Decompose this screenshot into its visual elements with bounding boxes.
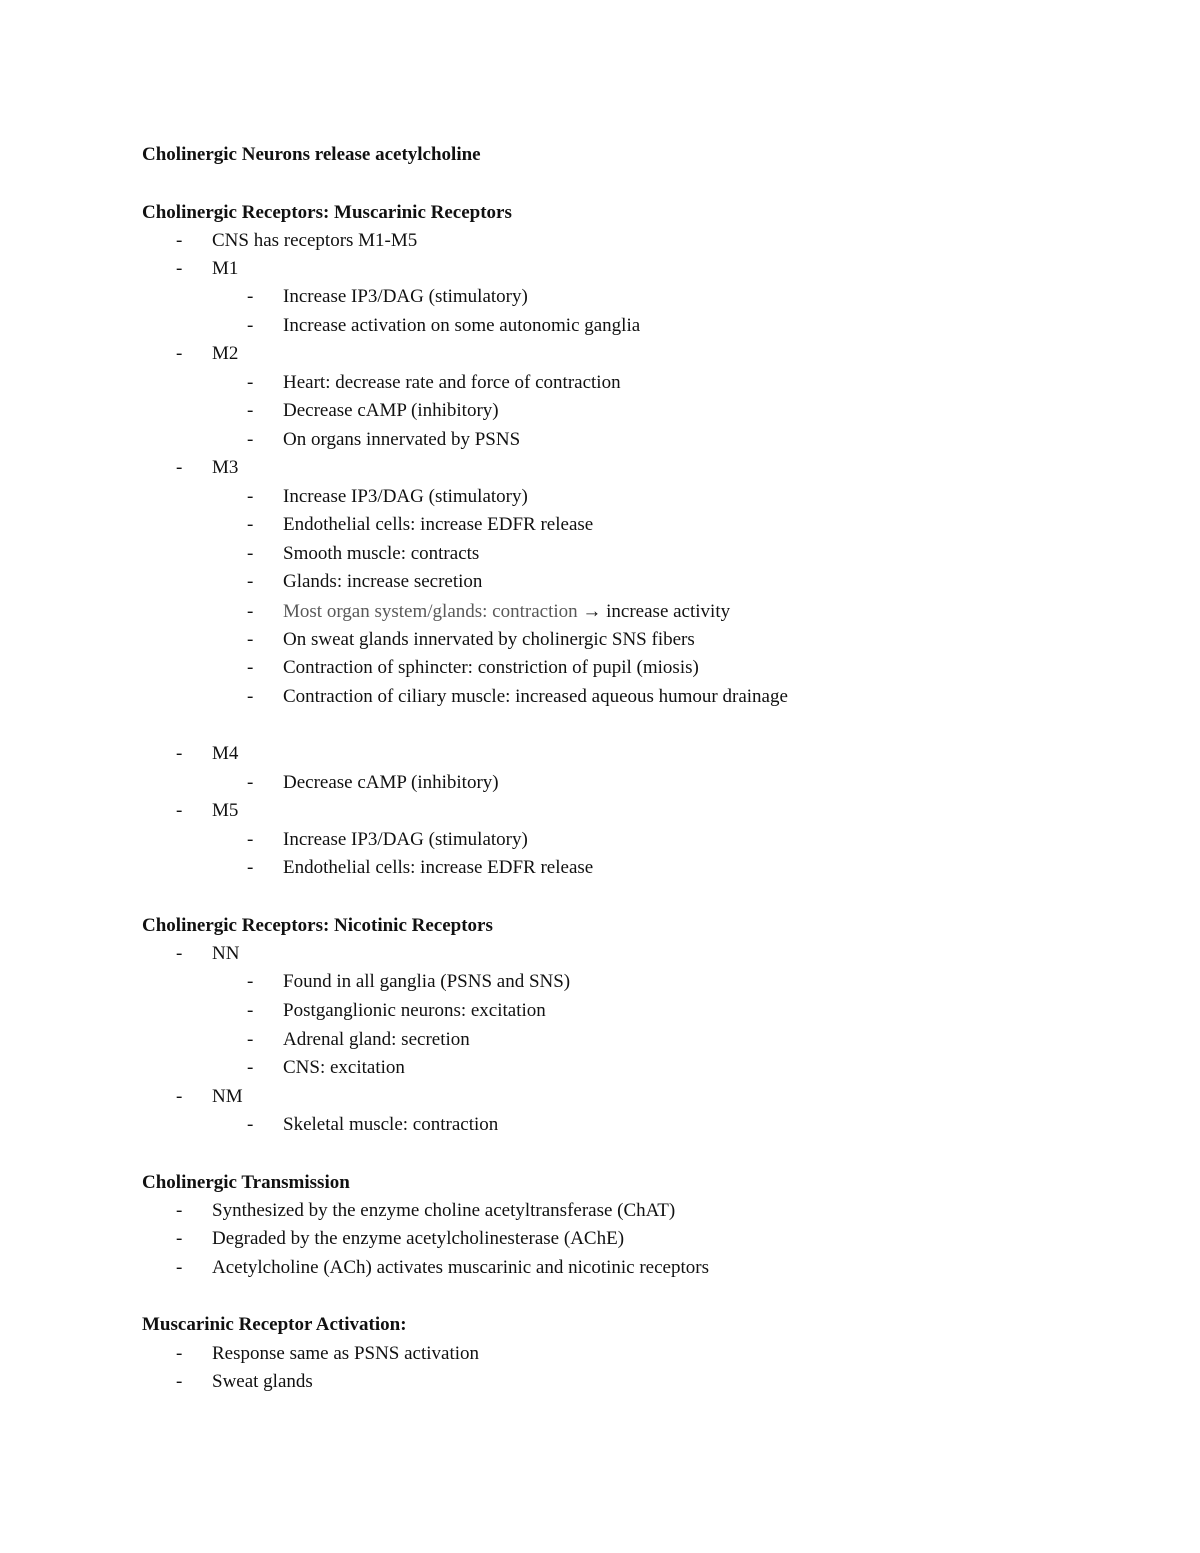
list-item: Degraded by the enzyme acetylcholinesterase (AChE) <box>212 1228 625 1249</box>
bullet-dash: - <box>247 1029 254 1050</box>
bullet-dash: - <box>247 400 254 421</box>
receptor-label-m2: M2 <box>212 343 239 364</box>
list-item: CNS has receptors M1-M5 <box>212 230 418 251</box>
list-item: Glands: increase secretion <box>283 571 483 592</box>
bullet-dash: - <box>247 1000 254 1021</box>
bullet-dash: - <box>247 971 254 992</box>
bullet-dash: - <box>247 629 254 650</box>
list-item: Skeletal muscle: contraction <box>283 1114 499 1135</box>
receptor-label-nn: NN <box>212 943 240 964</box>
receptor-label-m3: M3 <box>212 457 239 478</box>
list-item: CNS: excitation <box>283 1057 405 1078</box>
bullet-dash: - <box>176 1200 183 1221</box>
bullet-dash: - <box>176 1343 183 1364</box>
nicotinic-heading: Cholinergic Receptors: Nicotinic Receptors <box>142 915 493 936</box>
bullet-dash: - <box>176 457 183 478</box>
list-item: Increase IP3/DAG (stimulatory) <box>283 486 528 507</box>
list-item: Endothelial cells: increase EDFR release <box>283 514 594 535</box>
list-item: Increase IP3/DAG (stimulatory) <box>283 286 528 307</box>
bullet-dash: - <box>247 486 254 507</box>
bullet-dash: - <box>247 1057 254 1078</box>
list-item: Postganglionic neurons: excitation <box>283 1000 546 1021</box>
receptor-label-m4: M4 <box>212 743 239 764</box>
list-item: Contraction of sphincter: constriction of pupil (miosis) <box>283 657 699 678</box>
receptor-label-nm: NM <box>212 1086 243 1107</box>
list-item: Acetylcholine (ACh) activates muscarinic and nicotinic receptors <box>212 1257 709 1278</box>
bullet-dash: - <box>176 258 183 279</box>
bullet-dash: - <box>247 571 254 592</box>
receptor-label-m1: M1 <box>212 258 239 279</box>
bullet-dash: - <box>176 1228 183 1249</box>
list-item: Increase activation on some autonomic ganglia <box>283 315 641 336</box>
list-item <box>283 600 730 624</box>
list-item: Contraction of ciliary muscle: increased aqueous humour drainage <box>283 686 788 707</box>
list-item: Synthesized by the enzyme choline acetyltransferase (ChAT) <box>212 1200 676 1221</box>
receptor-label-m5: M5 <box>212 800 239 821</box>
bullet-dash: - <box>176 743 183 764</box>
bullet-dash: - <box>247 657 254 678</box>
list-item: Increase IP3/DAG (stimulatory) <box>283 829 528 850</box>
list-item: Heart: decrease rate and force of contraction <box>283 372 621 393</box>
bullet-dash: - <box>247 315 254 336</box>
bullet-dash: - <box>247 543 254 564</box>
list-item: Adrenal gland: secretion <box>283 1029 470 1050</box>
list-item: Response same as PSNS activation <box>212 1343 480 1364</box>
list-item: Decrease cAMP (inhibitory) <box>283 772 499 793</box>
bullet-dash: - <box>247 772 254 793</box>
list-item: On organs innervated by PSNS <box>283 429 521 450</box>
list-item: Sweat glands <box>212 1371 313 1392</box>
bullet-dash: - <box>247 514 254 535</box>
bullet-dash: - <box>176 343 183 364</box>
list-item: Smooth muscle: contracts <box>283 543 480 564</box>
list-item: Endothelial cells: increase EDFR release <box>283 857 594 878</box>
bullet-dash: - <box>247 857 254 878</box>
bullet-dash: - <box>247 429 254 450</box>
bullet-dash: - <box>176 943 183 964</box>
list-item: Decrease cAMP (inhibitory) <box>283 400 499 421</box>
list-item: On sweat glands innervated by cholinergic SNS fibers <box>283 629 695 650</box>
activation-heading: Muscarinic Receptor Activation: <box>142 1314 407 1335</box>
bullet-dash: - <box>176 1086 183 1107</box>
muscarinic-heading: Cholinergic Receptors: Muscarinic Receptors <box>142 202 512 223</box>
list-item-gray-text: Most organ system/glands: contraction <box>283 601 578 622</box>
bullet-dash: - <box>247 601 254 622</box>
bullet-dash: - <box>176 1257 183 1278</box>
transmission-heading: Cholinergic Transmission <box>142 1172 350 1193</box>
bullet-dash: - <box>176 800 183 821</box>
bullet-dash: - <box>247 1114 254 1135</box>
bullet-dash: - <box>247 372 254 393</box>
page-title: Cholinergic Neurons release acetylcholine <box>142 144 481 165</box>
bullet-dash: - <box>176 1371 183 1392</box>
list-item: Found in all ganglia (PSNS and SNS) <box>283 971 571 992</box>
bullet-dash: - <box>247 686 254 707</box>
bullet-dash: - <box>247 829 254 850</box>
list-item-arrow-text: → increase activity <box>577 601 731 622</box>
bullet-dash: - <box>247 286 254 307</box>
bullet-dash: - <box>176 230 183 251</box>
